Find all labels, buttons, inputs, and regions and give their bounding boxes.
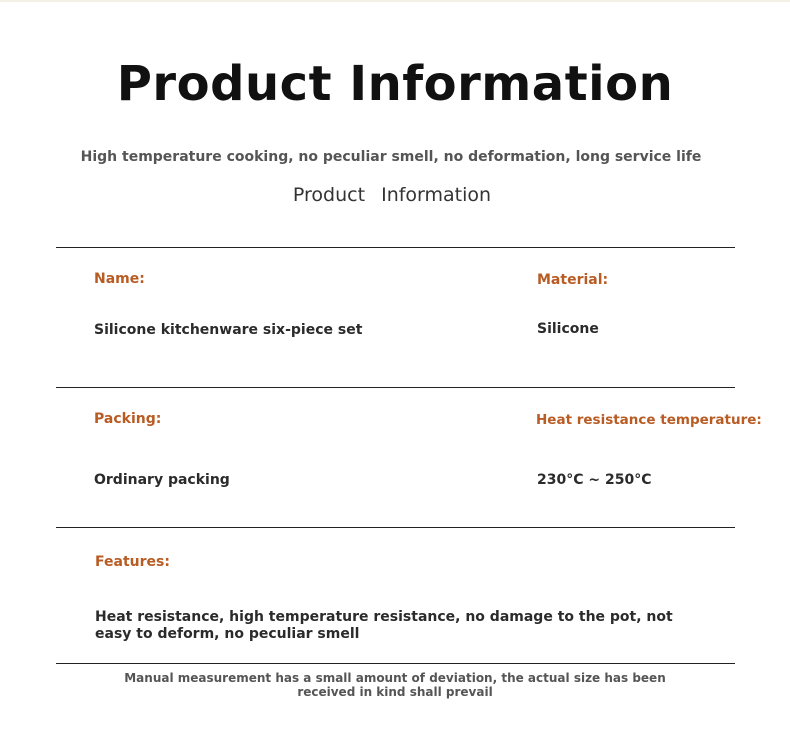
features-value: Heat resistance, high temperature resistance, no damage to the pot, not easy to deform, no peculiar smell: [95, 609, 673, 642]
features-label: Features:: [95, 554, 170, 570]
divider-4: [56, 663, 735, 664]
name-label: Name:: [94, 271, 145, 287]
top-strip: [0, 0, 790, 2]
divider-3: [56, 527, 735, 528]
section-subtitle: Product Information: [292, 184, 492, 206]
heat-resistance-label: Heat resistance temperature:: [536, 412, 762, 428]
packing-label: Packing:: [94, 411, 162, 427]
material-value: Silicone: [537, 321, 599, 337]
divider-2: [56, 387, 735, 388]
tagline: High temperature cooking, no peculiar smell, no deformation, long service life: [80, 149, 702, 165]
material-label: Material:: [537, 272, 609, 288]
footnote: Manual measurement has a small amount of deviation, the actual size has been received in kind shall prevail: [124, 671, 666, 699]
divider-1: [56, 247, 735, 248]
packing-value: Ordinary packing: [94, 472, 230, 488]
name-value: Silicone kitchenware six-piece set: [94, 322, 363, 338]
page-title: Product Information: [116, 56, 674, 112]
heat-resistance-value: 230°C ~ 250°C: [537, 472, 652, 488]
